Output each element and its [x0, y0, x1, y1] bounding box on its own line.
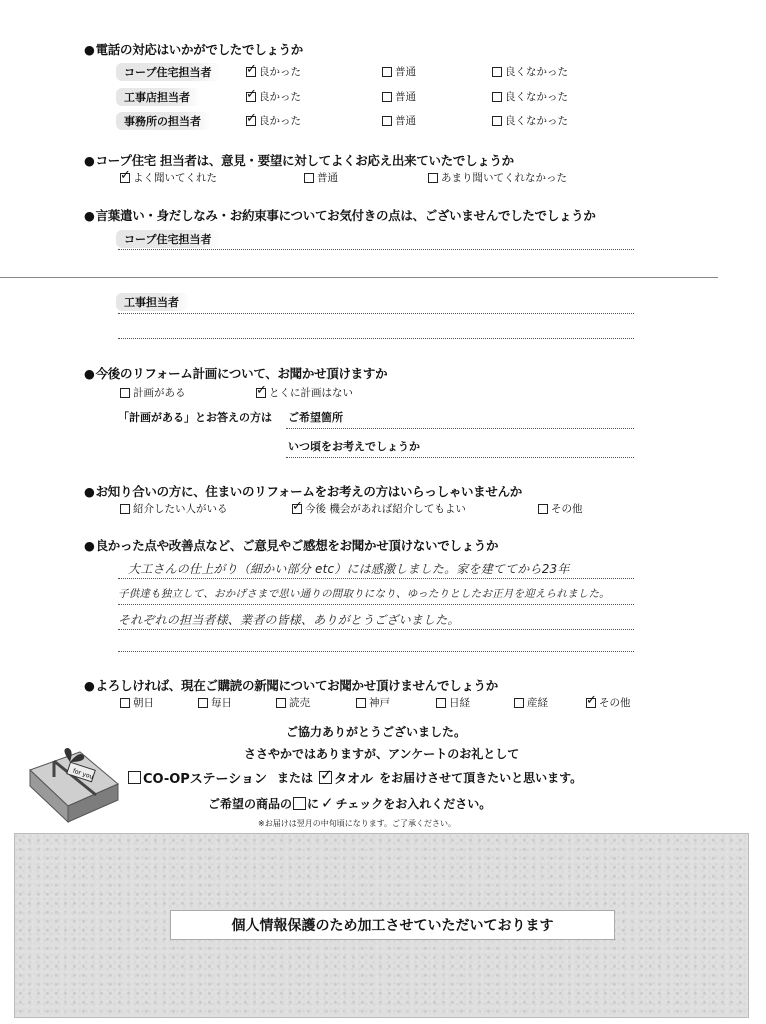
q1-title: ● 電話の対応はいかがでしたでしょうか [84, 40, 303, 58]
q7-opt4[interactable]: 神戸 [356, 695, 390, 710]
gift-tail-text: をお届けさせて頂きたいと思います。 [379, 771, 583, 785]
answer-line [118, 578, 634, 579]
instruction-row [208, 794, 491, 812]
checkbox[interactable] [428, 173, 438, 183]
answer-line [118, 651, 634, 652]
instruction-box-icon [293, 797, 306, 810]
q2-title: ● コープ住宅 担当者は、意見・要望に対してよくお応え出来ていたでしょうか [84, 151, 514, 169]
q1-row1-opt3[interactable]: 良くなかった [492, 64, 568, 79]
q2-opt1[interactable]: ✓ よく聞いてくれた [120, 170, 217, 185]
check-mark-icon: ✓ [321, 794, 334, 812]
gift-choice-towel-label: タオル [334, 772, 374, 787]
q2-opt2[interactable]: 普通 [304, 170, 338, 185]
checkbox[interactable] [382, 92, 392, 102]
q5-opt1[interactable]: 紹介したい人がいる [120, 501, 228, 516]
checkbox[interactable] [120, 388, 130, 398]
q6-title: ● 良かった点や改善点など、ご意見やご感想をお聞かせ頂けないでしょうか [84, 536, 498, 554]
closing-gift-intro: ささやかではありますが、アンケートのお礼として [244, 747, 520, 761]
answer-line [286, 428, 634, 429]
gift-box-illustration [26, 740, 122, 826]
gift-tag-text: for you [71, 767, 95, 781]
checkbox[interactable] [492, 116, 502, 126]
q5-opt2[interactable]: ✓ 今後 機会があれば紹介してもよい [292, 501, 466, 516]
q2-opt3[interactable]: あまり聞いてくれなかった [428, 170, 567, 185]
q1-row3-opt1[interactable]: ✓ 良かった [246, 113, 301, 128]
answer-line [118, 629, 634, 630]
instruction-part-a: ご希望の商品の [208, 796, 293, 811]
q6-handwritten-line2: 子供達も独立して、おかげさまで思い通りの間取りになり、ゆったりとしたお正月を迎えられました。 [118, 588, 610, 600]
q5-title: ● お知り合いの方に、住まいのリフォームをお考えの方はいらっしゃいませんか [84, 482, 522, 500]
checkbox[interactable] [276, 698, 286, 708]
q4-opt2[interactable]: ✓ とくに計画はない [256, 385, 353, 400]
checkbox[interactable] [382, 67, 392, 77]
checkbox[interactable] [292, 504, 302, 514]
q3-title: ● 言葉遣い・身だしなみ・お約束事についてお気付きの点は、ございませんでしたでしょうか [84, 206, 596, 224]
checkbox[interactable] [492, 67, 502, 77]
q4-opt1[interactable]: 計画がある [120, 385, 186, 400]
q7-opt6[interactable]: 産経 [514, 695, 548, 710]
q1-row3-opt2[interactable]: 普通 [382, 113, 416, 128]
q1-row1-opt2[interactable]: 普通 [382, 64, 416, 79]
q7-title: ● よろしければ、現在ご購読の新聞についてお聞かせ頂けませんでしょうか [84, 676, 498, 694]
checkbox[interactable] [246, 67, 256, 77]
q1-row1-opt1[interactable]: ✓ 良かった [246, 64, 301, 79]
q1-row1-label: コープ住宅担当者 [116, 63, 221, 81]
q1-row2-opt2[interactable]: 普通 [382, 89, 416, 104]
instruction-part-c: チェックをお入れください。 [335, 796, 492, 811]
q4-followup: 「計画がある」とお答えの方は [118, 411, 272, 424]
answer-line [118, 604, 634, 605]
gift-choice-coop-label: CO-OPステーション [143, 772, 268, 787]
answer-line [118, 313, 634, 314]
privacy-notice: 個人情報保護のため加工させていただいております [170, 910, 615, 940]
checkbox[interactable] [246, 92, 256, 102]
checkbox[interactable] [436, 698, 446, 708]
checkbox[interactable] [514, 698, 524, 708]
closing-thanks: ご協力ありがとうございました。 [286, 725, 467, 739]
q3-label-kouji: 工事担当者 [116, 293, 189, 311]
checkbox[interactable] [256, 388, 266, 398]
checkbox[interactable] [356, 698, 366, 708]
delivery-note: ※お届けは翌月の中旬頃になります。ご了承ください。 [258, 819, 457, 828]
q7-opt3[interactable]: 読売 [276, 695, 310, 710]
q4-title: ● 今後のリフォーム計画について、お聞かせ頂けますか [84, 364, 387, 382]
q3-label-coop: コープ住宅担当者 [116, 230, 221, 248]
checkbox[interactable] [492, 92, 502, 102]
q1-row3-opt3[interactable]: 良くなかった [492, 113, 568, 128]
fold-line [0, 277, 718, 278]
checkbox[interactable] [120, 698, 130, 708]
answer-line [286, 457, 634, 458]
instruction-part-b: に [307, 796, 320, 811]
checkbox-coop-station[interactable] [128, 771, 141, 784]
gift-choice-row [128, 768, 582, 787]
q1-row2-opt3[interactable]: 良くなかった [492, 89, 568, 104]
answer-line [118, 338, 634, 339]
checkbox[interactable] [120, 504, 130, 514]
checkbox[interactable] [382, 116, 392, 126]
q1-row2-label: 工事店担当者 [116, 88, 200, 106]
q1-row3-label: 事務所の担当者 [116, 112, 211, 130]
q7-opt1[interactable]: 朝日 [120, 695, 154, 710]
q1-row2-opt1[interactable]: ✓ 良かった [246, 89, 301, 104]
q5-opt3[interactable]: その他 [538, 501, 583, 516]
answer-line [118, 249, 634, 250]
checkbox[interactable] [304, 173, 314, 183]
checkbox[interactable] [120, 173, 130, 183]
q7-opt5[interactable]: 日経 [436, 695, 470, 710]
checkbox-towel[interactable] [319, 771, 332, 784]
checkbox[interactable] [246, 116, 256, 126]
q6-handwritten-line3: それぞれの担当者様、業者の皆様、ありがとうございました。 [118, 613, 460, 627]
checkbox[interactable] [586, 698, 596, 708]
q7-opt2[interactable]: 毎日 [198, 695, 232, 710]
checkbox[interactable] [538, 504, 548, 514]
q4-place-label: ご希望箇所 [288, 411, 343, 424]
checkbox[interactable] [198, 698, 208, 708]
q6-handwritten-line1: 大工さんの仕上がり（細かい部分 etc）には感激しました。家を建ててから23年 [128, 562, 570, 576]
gift-or-text: または [277, 771, 314, 785]
q7-opt7[interactable]: ✓ その他 [586, 695, 631, 710]
q4-when-label: いつ頃をお考えでしょうか [288, 440, 420, 453]
